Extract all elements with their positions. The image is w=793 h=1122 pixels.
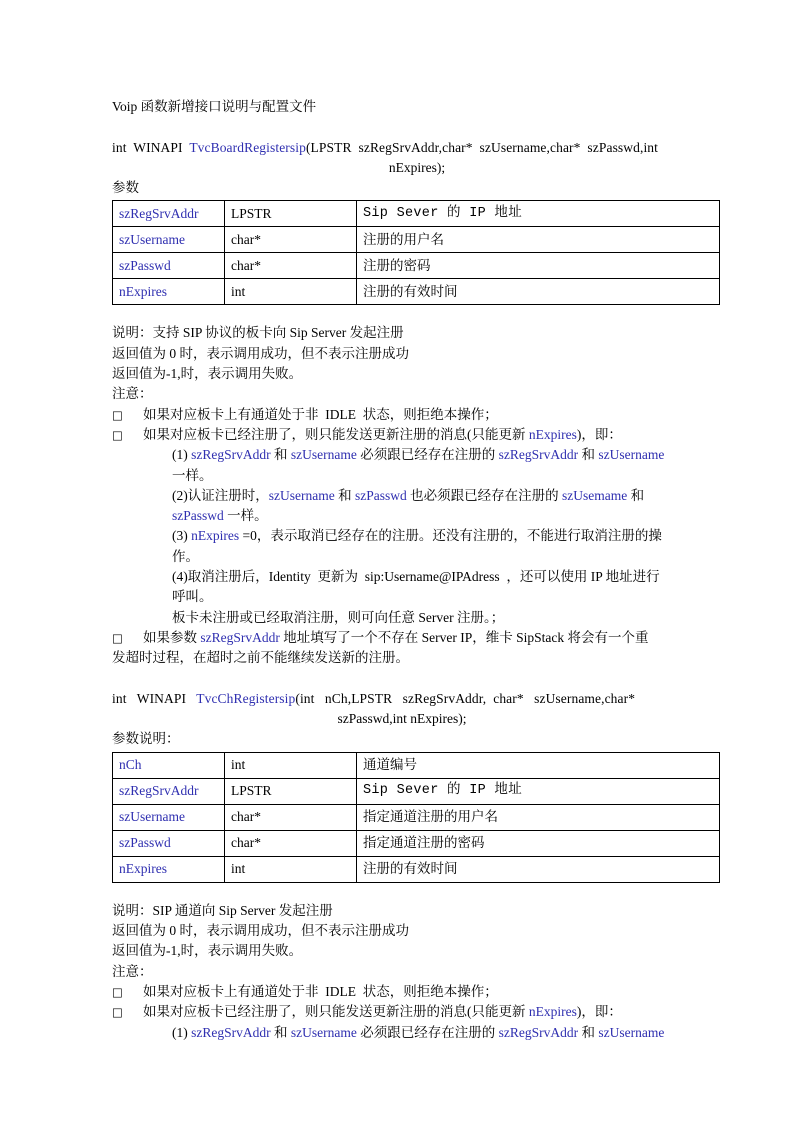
param-name: szRegSrvAddr <box>113 778 225 804</box>
description-line: 说明：SIP 通道向 Sip Server 发起注册 <box>112 902 333 918</box>
table-row <box>113 752 720 778</box>
sub-note-part: (1) <box>172 1024 192 1040</box>
param-desc: 指定通道注册的密码 <box>357 830 720 856</box>
blank-line <box>112 669 682 689</box>
sub-note-2 <box>112 486 682 506</box>
param-name: szRegSrvAddr <box>113 201 225 227</box>
sub-note-part: (1) <box>172 447 192 463</box>
param-table-2 <box>112 752 720 883</box>
identifier-szregsrvaddr: szRegSrvAddr <box>191 447 271 463</box>
param-name: szUsername <box>113 227 225 253</box>
function-name-tvcchregistersip: TvcChRegistersip <box>196 690 296 706</box>
table-row <box>113 778 720 804</box>
blank-line <box>112 305 682 323</box>
identifier-szregsrvaddr: szRegSrvAddr <box>498 1024 579 1040</box>
signature-prefix: int WINAPI <box>112 690 197 706</box>
identifier-szusername: szUsername <box>598 447 665 463</box>
sub-note-1-cont: 一样。 <box>172 467 213 483</box>
param-name: szUsername <box>113 804 225 830</box>
sub-note-1 <box>112 1023 682 1043</box>
document-title: Voip 函数新增接口说明与配置文件 <box>112 99 317 114</box>
param-desc: Sip Sever 的 IP 地址 <box>357 201 720 227</box>
notes-label: 注意： <box>112 386 153 402</box>
table-row <box>113 253 720 279</box>
param-name: szPasswd <box>113 253 225 279</box>
note-text-part: )，即： <box>576 426 622 442</box>
table-row <box>113 856 720 882</box>
note-tail-line: 板卡未注册或已经取消注册，则可向任意 Server 注册。； <box>172 609 505 625</box>
param-name: nCh <box>113 752 225 778</box>
function-signature-2 <box>112 689 682 709</box>
note-text <box>143 425 682 445</box>
param-type: char* <box>225 227 357 253</box>
identifier-szpasswd: szPasswd <box>354 487 407 503</box>
note-text <box>143 628 682 648</box>
sub-note-part: 和 <box>270 447 291 463</box>
sub-note-3 <box>112 526 682 546</box>
signature-prefix: int WINAPI <box>112 139 190 155</box>
table-row <box>113 227 720 253</box>
note-bullet-item <box>112 628 682 648</box>
identifier-szregsrvaddr: szRegSrvAddr <box>498 447 579 463</box>
param-type: LPSTR <box>225 778 357 804</box>
identifier-szusername: szUsername <box>290 1024 357 1040</box>
function-signature-2-cont: szPasswd,int nExpires); <box>337 711 467 727</box>
param-name: szPasswd <box>113 830 225 856</box>
note-text <box>143 1002 682 1022</box>
note-text: 如果对应板卡上有通道处于非 IDLE 状态，则拒绝本操作； <box>143 406 498 422</box>
function-name-tvcboardregistersip: TvcBoardRegistersip <box>189 139 306 155</box>
sub-note-part: 必须跟已经存在注册的 <box>356 447 499 463</box>
sub-note-part: 和 <box>334 487 355 503</box>
square-bullet-icon: □ <box>112 984 123 999</box>
sub-note-part: 和 <box>627 487 645 503</box>
description-line: 返回值为 0 时，表示调用成功，但不表示注册成功 <box>112 923 409 939</box>
param-type: int <box>225 752 357 778</box>
identifier-szusername: szUsername <box>598 1024 665 1040</box>
note-bullet-item <box>112 405 682 425</box>
param-desc: Sip Sever 的 IP 地址 <box>357 778 720 804</box>
note-text-part: 如果对应板卡已经注册了，则只能发送更新注册的消息(只能更新 <box>143 1004 529 1020</box>
param-table-1 <box>112 200 720 305</box>
param-desc: 通道编号 <box>357 752 720 778</box>
note-text-part: 如果对应板卡已经注册了，则只能发送更新注册的消息(只能更新 <box>143 426 529 442</box>
function-signature-1-cont: nExpires); <box>388 159 446 175</box>
param-desc: 注册的用户名 <box>357 227 720 253</box>
identifier-szpasswd: szPasswd <box>172 508 224 524</box>
identifier-nexpires: nExpires <box>191 528 240 544</box>
signature-args: (int nCh,LPSTR szRegSrvAddr, char* szUsername,char* <box>295 690 636 706</box>
sub-note-part: 和 <box>578 1024 599 1040</box>
param-desc: 注册的有效时间 <box>357 856 720 882</box>
sub-note-part: 和 <box>578 447 599 463</box>
sub-note-3-cont: 作。 <box>172 548 199 564</box>
identifier-szusername: szUsername <box>290 447 357 463</box>
param-desc: 注册的有效时间 <box>357 279 720 305</box>
param-type: LPSTR <box>225 201 357 227</box>
param-type: char* <box>225 804 357 830</box>
identifier-szusername: szUsemame <box>562 487 628 503</box>
note-bullet-item <box>112 982 682 1002</box>
square-bullet-icon: □ <box>112 407 123 422</box>
sub-note-part: 必须跟已经存在注册的 <box>356 1024 499 1040</box>
signature-args: (LPSTR szRegSrvAddr,char* szUsername,char* szPasswd,int <box>305 139 659 155</box>
params-label-2: 参数说明： <box>112 731 180 747</box>
table-row <box>113 201 720 227</box>
square-bullet-icon: □ <box>112 1005 123 1020</box>
note-3-cont: 发超时过程，在超时之前不能继续发送新的注册。 <box>112 650 409 666</box>
param-type: int <box>225 856 357 882</box>
identifier-szregsrvaddr: szRegSrvAddr <box>191 1024 271 1040</box>
description-line: 返回值为 0 时，表示调用成功，但不表示注册成功 <box>112 345 409 361</box>
note-bullet-item <box>112 1002 682 1022</box>
note-text-part: 如果参数 <box>143 629 201 645</box>
sub-note-part: =0，表示取消已经存在的注册。还没有注册的，不能进行取消注册的操 <box>239 528 662 544</box>
sub-note-1 <box>112 445 682 465</box>
blank-line <box>112 117 682 137</box>
param-type: int <box>225 279 357 305</box>
sub-note-part: (3) <box>172 528 192 544</box>
param-name: nExpires <box>113 856 225 882</box>
description-line: 说明：支持 SIP 协议的板卡向 Sip Server 发起注册 <box>112 325 404 341</box>
param-name: nExpires <box>113 279 225 305</box>
function-signature-1 <box>112 138 682 158</box>
params-label-1: 参数 <box>112 180 139 196</box>
param-table-1-body <box>113 201 720 305</box>
param-desc: 指定通道注册的用户名 <box>357 804 720 830</box>
param-table-2-body <box>113 752 720 882</box>
note-text-part: )，即： <box>576 1004 622 1020</box>
param-type: char* <box>225 253 357 279</box>
identifier-nexpires: nExpires <box>528 1004 577 1020</box>
identifier-szusername: szUsername <box>268 487 335 503</box>
sub-note-2-cont <box>112 506 682 526</box>
table-row <box>113 804 720 830</box>
square-bullet-icon: □ <box>112 427 123 442</box>
blank-line <box>112 883 682 901</box>
notes-label: 注意： <box>112 963 153 979</box>
sub-note-part: 也必须跟已经存在注册的 <box>406 487 562 503</box>
square-bullet-icon: □ <box>112 630 123 645</box>
identifier-nexpires: nExpires <box>528 426 577 442</box>
sub-note-part: 一样。 <box>223 508 268 524</box>
description-line: 返回值为-1,时，表示调用失败。 <box>112 366 303 382</box>
table-row <box>113 830 720 856</box>
note-text-part: 地址填写了一个不存在 Server IP，维卡 SipStack 将会有一个重 <box>279 629 649 645</box>
param-type: char* <box>225 830 357 856</box>
identifier-szregsrvaddr: szRegSrvAddr <box>200 629 280 645</box>
param-desc: 注册的密码 <box>357 253 720 279</box>
note-text: 如果对应板卡上有通道处于非 IDLE 状态，则拒绝本操作； <box>143 983 498 999</box>
table-row <box>113 279 720 305</box>
sub-note-part: (2)认证注册时， <box>172 487 269 503</box>
note-bullet-item <box>112 425 682 445</box>
sub-note-4: (4)取消注册后，Identity 更新为 sip:Username@IPAdress ，还可以使用 IP 地址进行 <box>172 569 660 585</box>
document-body <box>112 97 682 1043</box>
description-line: 返回值为-1,时，表示调用失败。 <box>112 943 303 959</box>
sub-note-4-cont: 呼叫。 <box>172 589 213 605</box>
sub-note-part: 和 <box>270 1024 291 1040</box>
